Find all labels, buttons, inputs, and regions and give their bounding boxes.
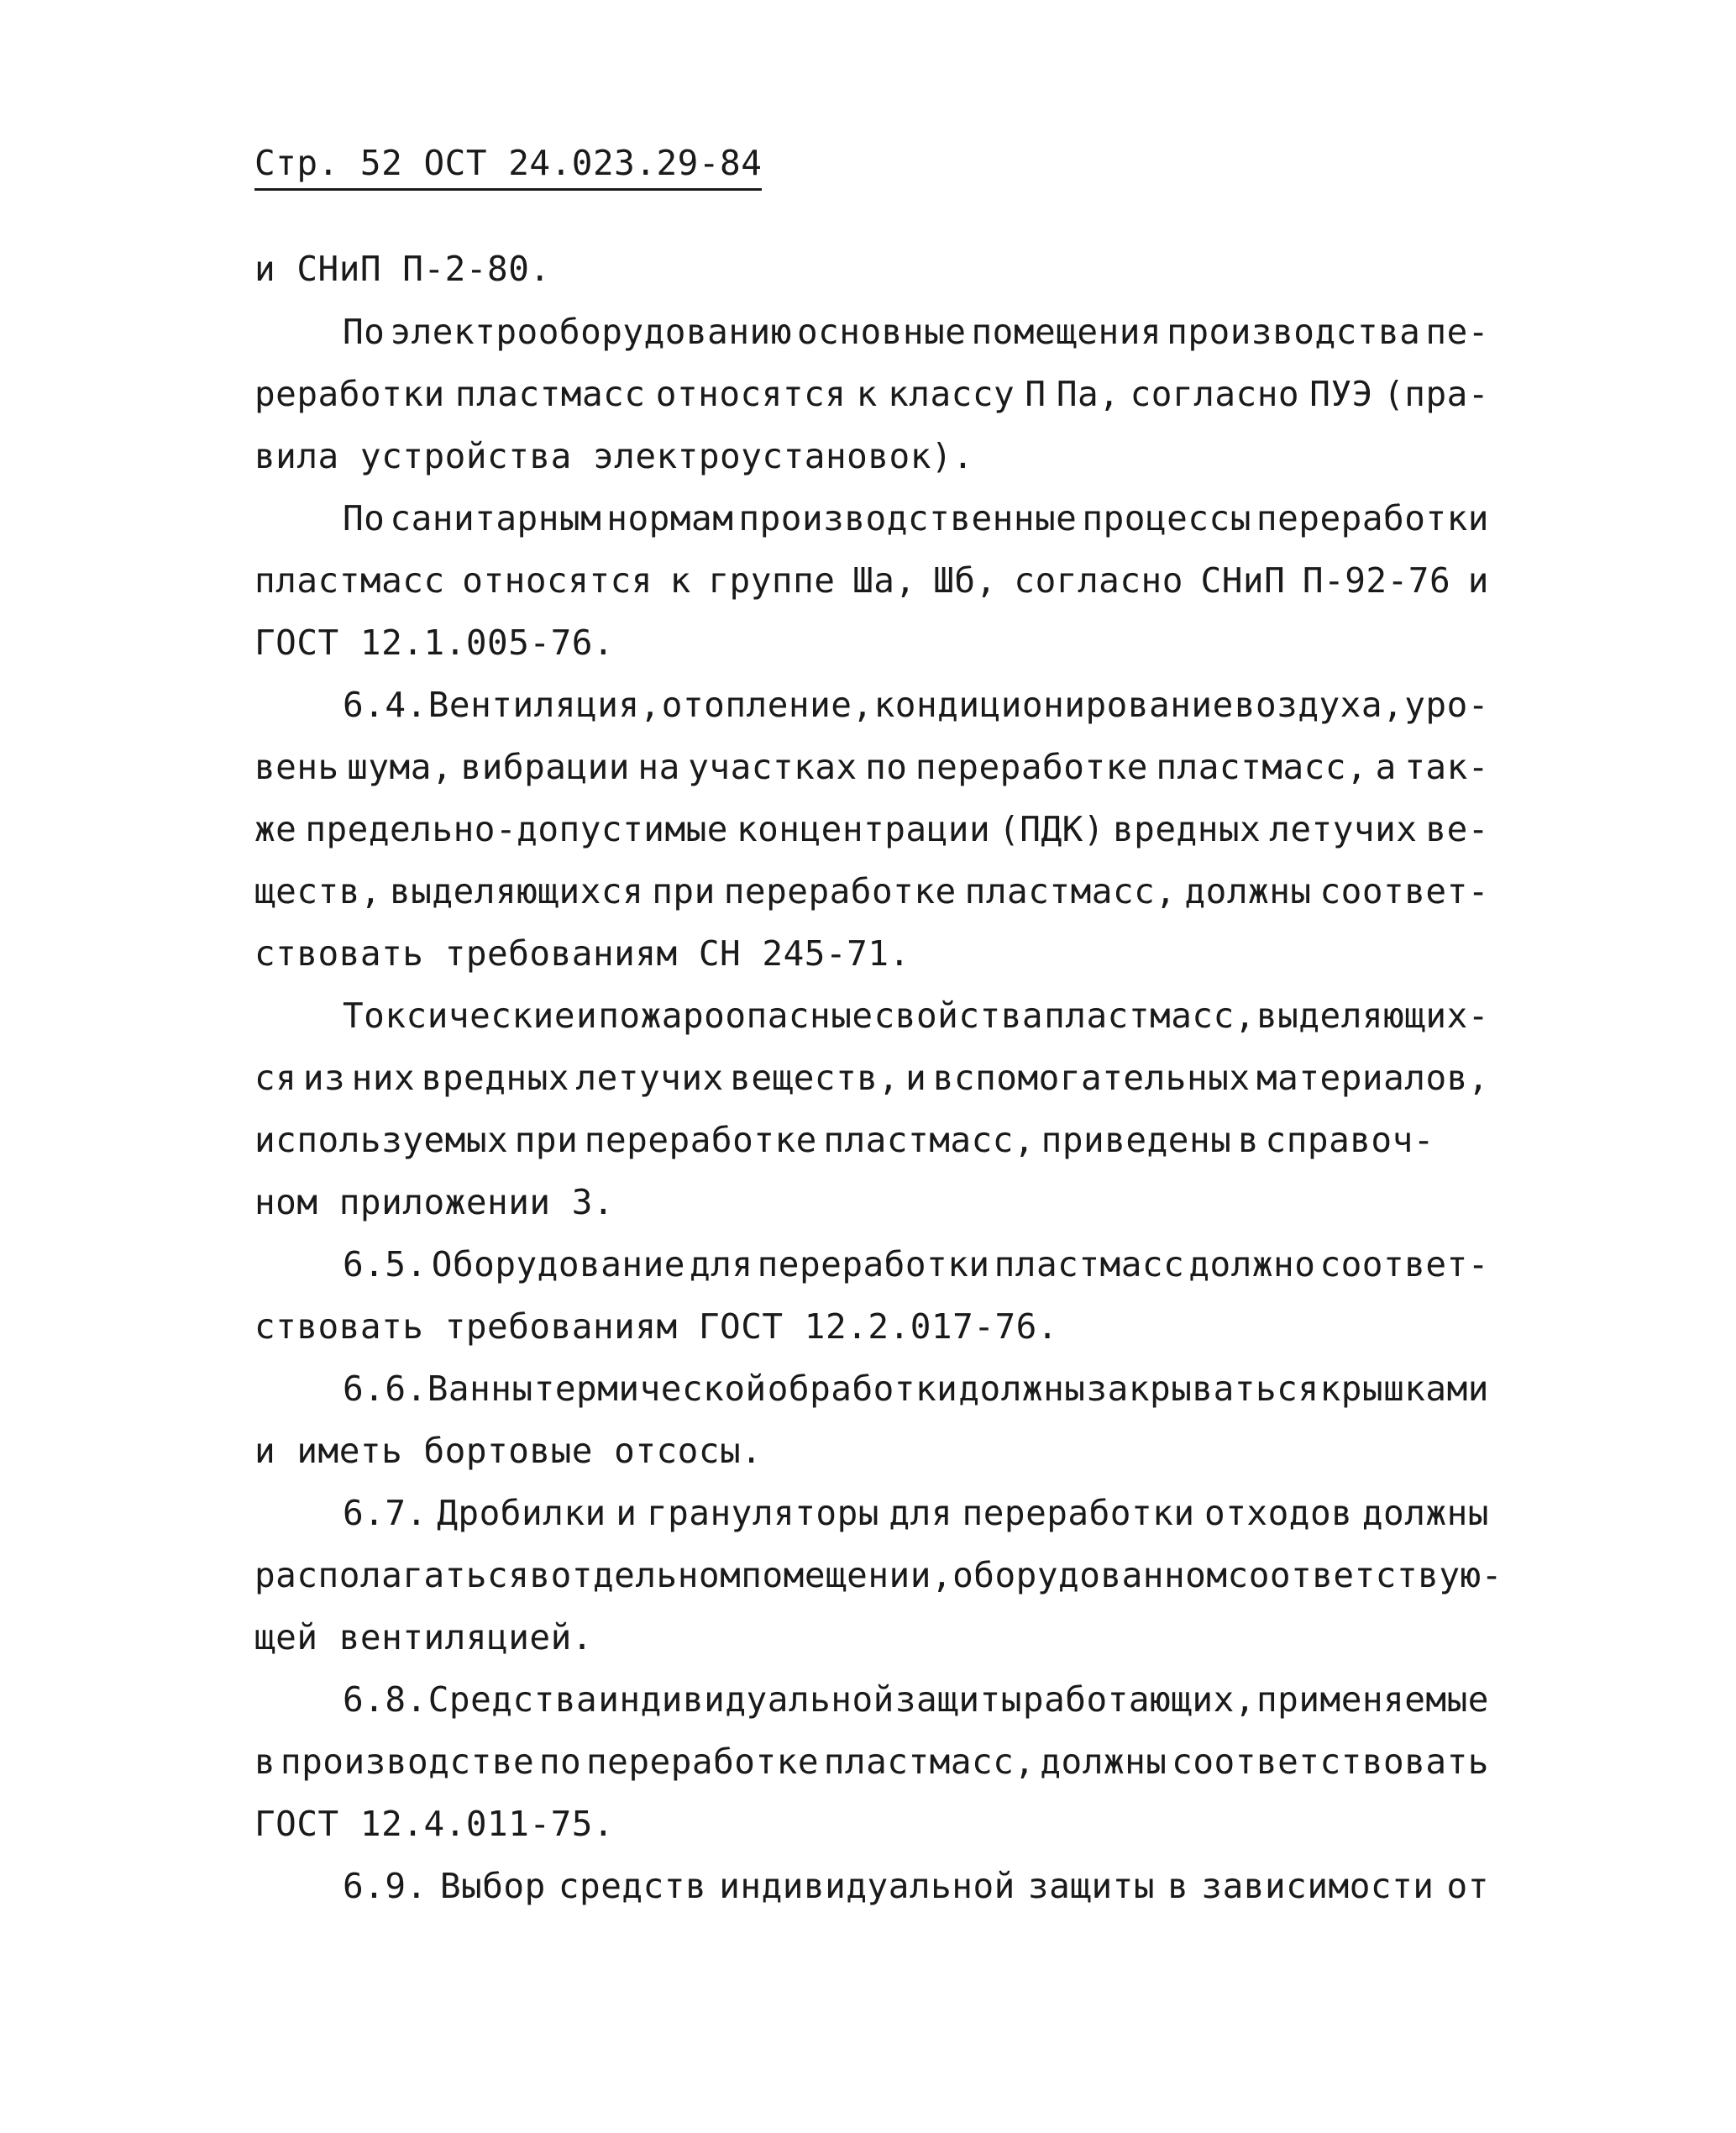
text-line [343,1244,1489,1285]
text-line [254,809,1489,849]
word: уро- [1404,685,1489,725]
word: переработке [723,871,957,912]
word: Токсические [343,996,576,1036]
word: Выбор [439,1866,546,1906]
word: применяемые [1256,1679,1489,1720]
word: должны [1184,871,1312,912]
word: относятся [655,374,847,414]
text-line: и СНиП П-2-80. [254,249,551,289]
word: пластмасс [454,374,646,414]
text-line: вила устройства электроустановок). [254,436,974,476]
word: пожароопасные [598,996,873,1036]
word: шума, [347,747,454,787]
word: ществ, [254,871,382,912]
word: соответ- [1319,1244,1489,1285]
word: используемых [254,1120,509,1160]
text-line [343,1866,1489,1906]
word: Па, [1056,374,1120,414]
word: Ша, [852,560,916,601]
word: СНиП [1200,560,1286,601]
text-line [254,1058,1489,1098]
word: 6.5. [343,1244,427,1285]
word: согласно [1014,560,1183,601]
text-line [254,374,1489,414]
text-line [254,1742,1489,1782]
word: Вентиляция, [427,685,661,725]
word: оборудованном [952,1555,1228,1595]
word: вредных [421,1058,569,1098]
text-line [254,560,1489,601]
word: и [576,996,598,1036]
text-line [254,1120,1434,1160]
text-line [254,747,1489,787]
text-line: и иметь бортовые отсосы. [254,1431,763,1471]
word: пластмасс, [1156,747,1368,787]
word: санитарным [390,498,602,539]
word: пластмасс [994,1244,1185,1285]
word: пластмасс, [823,1742,1036,1782]
word: материалов, [1256,1058,1489,1098]
word: работающих, [1022,1679,1256,1720]
word: так- [1404,747,1489,787]
word: Дробилки [437,1493,606,1533]
word: по [865,747,908,787]
word: выделяющихся [390,871,644,912]
word: и [905,1058,927,1098]
word: них [351,1058,416,1098]
word: летучих [1269,809,1418,849]
word: пластмасс, [1044,996,1256,1036]
word: выделяющих- [1256,996,1489,1036]
word: 6.9. [343,1866,427,1906]
word: пластмасс [254,560,445,601]
word: пе- [1425,312,1489,352]
word: для [889,1493,953,1533]
word: 6.4. [343,685,427,725]
word: переработки [962,1493,1195,1533]
word: соответ- [1319,871,1489,912]
word: а [1375,747,1397,787]
word: нормам [606,498,734,539]
text-line [343,1679,1489,1720]
text-line: ГОСТ 12.1.005-76. [254,623,615,663]
word: относятся [462,560,653,601]
word: зависимости [1201,1866,1434,1906]
word: свойства [873,996,1044,1036]
word: и [1467,560,1489,601]
word: переработки [1256,498,1489,539]
word: классу [888,374,1015,414]
word: отходов [1204,1493,1353,1533]
text-line [343,312,1489,352]
word: на [637,747,680,787]
word: кондиционирование [873,685,1234,725]
word: ве- [1425,809,1489,849]
text-line: ствовать требованиям СН 245-71. [254,933,910,974]
word: отдельном [550,1555,742,1595]
word: соответствовать [1172,1742,1489,1782]
word: переработке [584,1120,817,1160]
word: индивидуальной [598,1679,894,1720]
word: реработки [254,374,445,414]
word: ся [254,1058,297,1098]
word: приведены [1041,1120,1232,1160]
word: переработки [757,1244,990,1285]
word: помещении, [741,1555,953,1595]
word: вень [254,747,339,787]
word: 6.8. [343,1679,427,1720]
word: группе [708,560,836,601]
word: основные [796,312,967,352]
text-line: щей вентиляцией. [254,1617,593,1658]
word: к [669,560,691,601]
text-line: ствовать требованиям ГОСТ 12.2.017-76. [254,1306,1058,1347]
word: П [1025,374,1046,414]
word: Средства [427,1679,598,1720]
text-line [254,1555,1503,1595]
word: (ПДК) [999,809,1105,849]
word: согласно [1130,374,1300,414]
word: вибрации [460,747,630,787]
word: для [690,1244,753,1285]
word: концентрации [736,809,991,849]
text-line [343,1493,1489,1533]
word: электрооборудованию [390,312,792,352]
word: к [856,374,878,414]
word: веществ, [730,1058,899,1098]
text-line [343,498,1489,539]
word: вредных [1112,809,1261,849]
word: крышками [1319,1369,1489,1409]
text-line: ГОСТ 12.4.011-75. [254,1804,615,1844]
text-line [343,685,1489,725]
word: 6.7. [343,1493,427,1533]
word: должны [1361,1493,1489,1533]
word: процессы [1082,498,1251,539]
word: от [1446,1866,1489,1906]
word: должно [1188,1244,1316,1285]
word: термической [533,1369,767,1409]
word: производственные [738,498,1078,539]
word: индивидуальной [719,1866,1015,1906]
word: защиты [894,1679,1022,1720]
word: пластмасс, [823,1120,1036,1160]
page-header: Стр. 52 ОСТ 24.023.29-84 [254,143,762,191]
word: воздуха, [1234,685,1404,725]
word: 6.6.Ванны [343,1369,533,1409]
word: из [302,1058,346,1098]
word: (пра- [1383,374,1489,414]
word: Шб, [933,560,997,601]
word: должны [1040,1742,1167,1782]
word: в [529,1555,551,1595]
word: пластмасс, [964,871,1177,912]
word: соответствую- [1227,1555,1503,1595]
word: летучих [575,1058,724,1098]
word: и [616,1493,637,1533]
word: же [254,809,297,849]
word: средств [558,1866,707,1906]
word: переработке [915,747,1148,787]
word: помещения [971,312,1162,352]
text-line [343,996,1489,1036]
word: по [538,1742,582,1782]
word: располагаться [254,1555,530,1595]
word: обработки [767,1369,958,1409]
word: производства [1167,312,1421,352]
word: должны [958,1369,1086,1409]
text-line: ном приложении 3. [254,1182,615,1222]
text-line [254,871,1489,912]
word: П-92-76 [1302,560,1451,601]
word: производстве [280,1742,535,1782]
text-line [343,1369,1489,1409]
word: в [1237,1120,1260,1160]
word: грануляторы [646,1493,879,1533]
word: участках [688,747,858,787]
word: отопление, [661,685,873,725]
word: при [652,871,716,912]
word: По [343,312,385,352]
word: Оборудование [431,1244,685,1285]
word: закрываться [1086,1369,1319,1409]
word: переработке [585,1742,820,1782]
word: при [514,1120,579,1160]
word: справоч- [1265,1120,1434,1160]
word: вспомогательных [932,1058,1251,1098]
word: ПУЭ [1309,374,1373,414]
word: защиты [1027,1866,1156,1906]
word: предельно-допустимые [305,809,728,849]
word: в [1167,1866,1189,1906]
word: По [343,498,385,539]
word: в [254,1742,276,1782]
